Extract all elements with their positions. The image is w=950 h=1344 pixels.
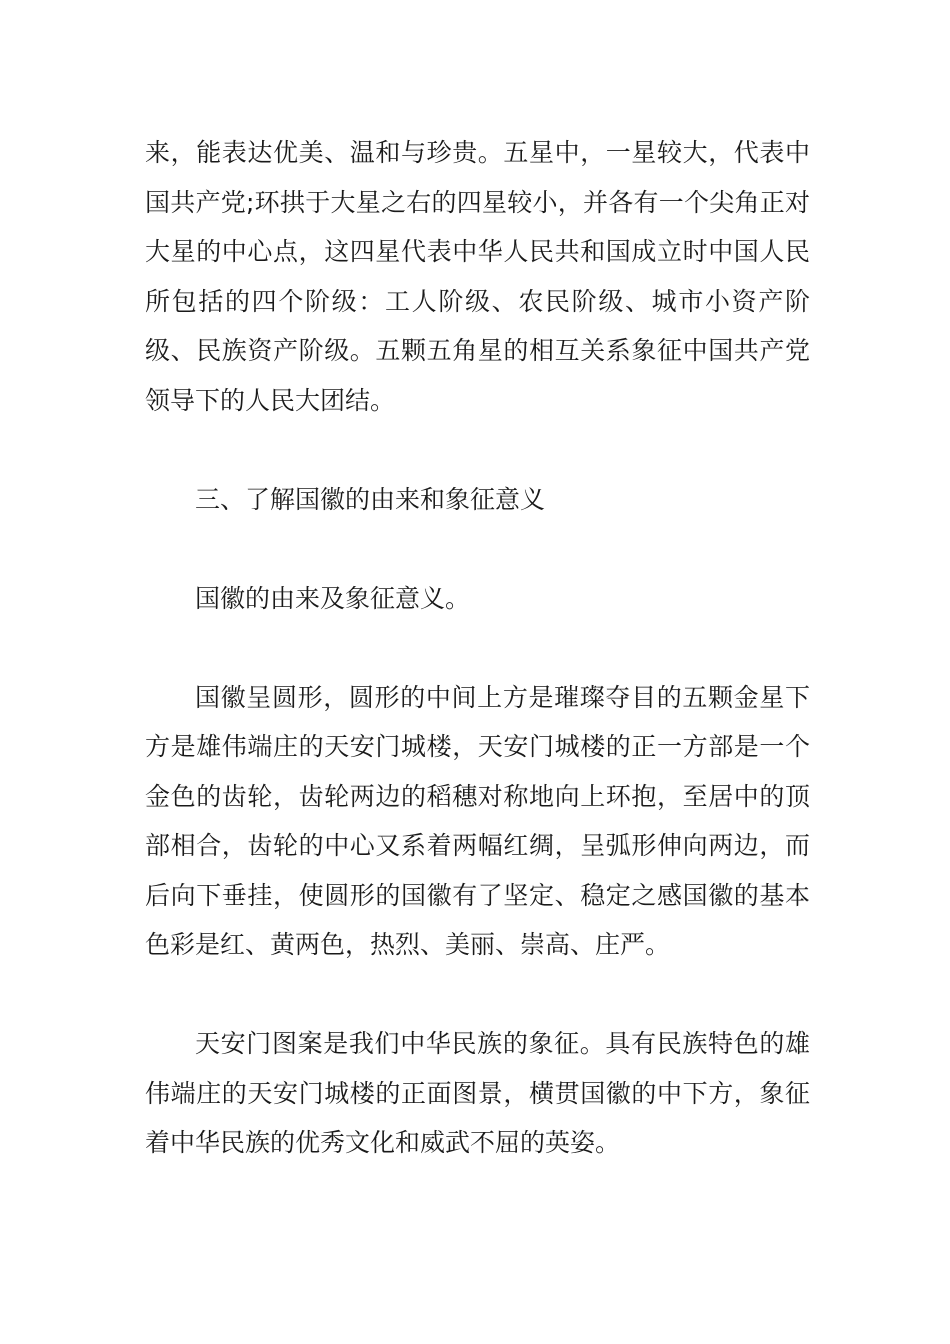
paragraph-emblem-description: 国徽呈圆形，圆形的中间上方是璀璨夺目的五颗金星下方是雄伟端庄的天安门城楼，天安门城楼的正一方部是一个金色的齿轮，齿轮两边的稻穗对称地向上环抱，至居中的顶部相合，齿轮的中心又系着两幅红绸，呈弧形伸向两边，而后向下垂挂，使圆形的国徽有了坚定、稳定之感国徽的基本色彩是红、黄两色，热烈、美丽、崇高、庄严。 [145,682,810,959]
paragraph-tiananmen: 天安门图案是我们中华民族的象征。具有民族特色的雄伟端庄的天安门城楼的正面图景，横贯国徽的中下方，象征着中华民族的优秀文化和威武不屈的英姿。 [145,1029,810,1157]
section-heading-national-emblem: 三、了解国徽的由来和象征意义 [195,484,546,514]
paragraph-five-stars: 来，能表达优美、温和与珍贵。五星中，一星较大，代表中国共产党;环拱于大星之右的四星较小，并各有一个尖角正对大星的中心点，这四星代表中华人民共和国成立时中国人民所包括的四个阶级：工人阶级、农民阶级、城市小资产阶级、民族资产阶级。五颗五角星的相互关系象征中国共产党领导下的人民大团结。 [145,138,810,415]
document-body [145,128,810,1217]
paragraph-emblem-origin: 国徽的由来及象征意义。 [195,583,471,613]
